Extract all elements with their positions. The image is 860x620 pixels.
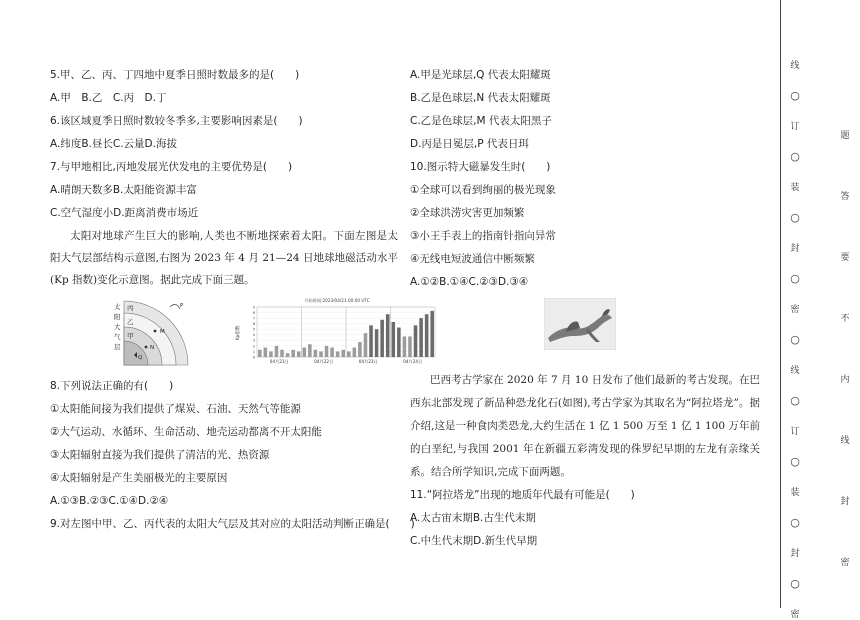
binding-circle: ○ xyxy=(790,454,800,468)
binding-circle: ○ xyxy=(790,149,800,163)
binding-circle: ○ xyxy=(790,576,800,590)
dinosaur-paragraph xyxy=(410,369,760,484)
diagram-vertical-char: 气 xyxy=(114,333,121,341)
chart-ytick-label: 6 xyxy=(252,322,255,327)
kp-bar xyxy=(297,351,301,357)
warning-mark-char: 答 xyxy=(840,192,850,202)
chart-ytick-label: 0 xyxy=(252,355,255,360)
kp-bar xyxy=(280,350,284,357)
binding-mark-char: 订 xyxy=(790,427,800,437)
question-10-item-3: ③小王手表上的指南针指向异常 xyxy=(410,230,556,242)
chart-ytick-label: 1 xyxy=(252,349,255,354)
marker-p: P xyxy=(180,303,184,309)
binding-line xyxy=(780,0,781,608)
diagram-vertical-char: 大 xyxy=(114,323,121,331)
question-11-options-cd: C.中生代末期D.新生代早期 xyxy=(410,535,538,547)
question-9-option-a: A.甲是光球层,Q 代表太阳耀斑 xyxy=(410,69,551,81)
question-11-options-ab: A.太古宙末期B.古生代末期 xyxy=(410,512,536,524)
kp-bar xyxy=(380,320,384,357)
kp-bar xyxy=(358,342,362,357)
kp-bar xyxy=(269,351,273,357)
binding-mark-char: 封 xyxy=(790,244,800,254)
warning-mark-char: 不 xyxy=(840,314,850,324)
binding-circle: ○ xyxy=(790,88,800,102)
question-7-options-ab: A.晴朗天数多B.太阳能资源丰富 xyxy=(50,184,197,196)
chart-ytick-label: 4 xyxy=(252,333,255,338)
layer-label-jia: 甲 xyxy=(127,332,134,340)
warning-mark-char: 密 xyxy=(840,558,850,568)
binding-circle: ○ xyxy=(790,210,800,224)
question-9-option-b: B.乙是色球层,N 代表太阳耀斑 xyxy=(410,92,551,104)
sun-intro-text: 太阳对地球产生巨大的影响,人类也不断地探索着太阳。下面左图是太阳大气层部结构示意图,右图为 2023 年 4 月 21—24 日地球地磁活动水平(Kp 指数)变化示意图。 xyxy=(50,230,398,286)
chart-ylabel: Kp指数 xyxy=(236,325,241,341)
question-6: 6.该区域夏季日照时数较冬季多,主要影响因素是( ) xyxy=(50,115,303,127)
kp-bar xyxy=(353,348,357,357)
binding-mark-char: 密 xyxy=(790,305,800,315)
dinosaur-fossil-photo xyxy=(544,298,616,350)
kp-bar xyxy=(291,350,295,357)
binding-mark-char: 订 xyxy=(790,122,800,132)
question-10: 10.图示特大磁暴发生时( ) xyxy=(410,161,551,173)
layer-label-yi: 乙 xyxy=(127,318,134,326)
kp-bar xyxy=(392,322,396,357)
question-10-item-4: ④无线电短波通信中断频繁 xyxy=(410,253,535,265)
warning-mark-char: 内 xyxy=(840,375,850,385)
kp-bar xyxy=(341,350,345,357)
kp-bar xyxy=(364,333,368,357)
question-8: 8.下列说法正确的有( ) xyxy=(50,380,174,392)
question-8-item-4: ④太阳辐射是产生美丽极光的主要原因 xyxy=(50,472,228,484)
question-9-option-d: D.丙是日冕层,P 代表日珥 xyxy=(410,138,529,150)
chart-ytick-label: 3 xyxy=(252,338,255,343)
chart-ytick-label: 7 xyxy=(252,316,255,321)
diagram-vertical-char: 太 xyxy=(114,303,121,311)
question-7: 7.与甲地相比,丙地发展光伏发电的主要优势是( ) xyxy=(50,161,293,173)
kp-bar xyxy=(319,351,323,357)
chart-xtick-label: 04月24日 xyxy=(403,359,423,364)
dinosaur-text: 巴西考古学家在 2020 年 7 月 10 日发布了他们最新的考古发现。在巴西东北部发现了新品种恐龙化石(如图),考古学家为其取名为“阿拉塔龙”。据介绍,这是一种食肉类恐龙,大约生活在 1 亿 1 500 万至 1 亿 1 100 万年前的白垩纪,与我国 2001 年在新疆五彩湾发现的侏罗纪早期的左龙有亲缘关系。 xyxy=(410,374,760,478)
binding-marks-left xyxy=(786,0,816,620)
kp-bar xyxy=(314,350,318,357)
kp-bar xyxy=(308,344,312,357)
binding-mark-char: 装 xyxy=(790,183,800,193)
kp-bar xyxy=(303,348,307,357)
binding-circle: ○ xyxy=(790,271,800,285)
chart-ytick-label: 9 xyxy=(252,305,255,310)
chart-xtick-label: 04月21日 xyxy=(269,359,289,364)
kp-bar xyxy=(275,346,279,357)
binding-marks-right xyxy=(836,0,856,608)
chart-ytick-label: 8 xyxy=(252,310,255,315)
question-7-options-cd: C.空气湿度小D.距离消费市场近 xyxy=(50,207,199,219)
question-8-options: A.①③B.②③C.①④D.②④ xyxy=(50,495,169,507)
question-8-item-1: ①太阳能间接为我们提供了煤炭、石油、天然气等能源 xyxy=(50,403,301,415)
diagram-vertical-char: 阳 xyxy=(114,313,121,321)
binding-circle: ○ xyxy=(790,332,800,346)
dinosaur-instruction: 结合所学知识,完成下面两题。 xyxy=(431,466,571,478)
question-10-options: A.①②B.①④C.②③D.③④ xyxy=(410,276,529,288)
binding-mark-char: 装 xyxy=(790,488,800,498)
solar-atmosphere-diagram xyxy=(110,297,230,369)
question-10-item-2: ②全球洪涝灾害更加频繁 xyxy=(410,207,525,219)
kp-bar xyxy=(264,348,268,357)
binding-mark-char: 线 xyxy=(790,61,800,71)
binding-mark-char: 密 xyxy=(790,610,800,620)
left-column xyxy=(50,64,423,536)
chart-ytick-label: 5 xyxy=(252,327,255,332)
kp-bar xyxy=(325,346,329,357)
binding-circle: ○ xyxy=(790,515,800,529)
layer-label-bing: 丙 xyxy=(127,304,134,312)
question-11: 11.“阿拉塔龙”出现的地质年代最有可能是( ) xyxy=(410,489,635,501)
warning-mark-char: 要 xyxy=(840,253,850,263)
question-5: 5.甲、乙、丙、丁四地中夏季日照时数最多的是( ) xyxy=(50,69,300,81)
kp-bar xyxy=(369,325,373,357)
question-8-item-2: ②大气运动、水循环、生命活动、地壳运动都离不开太阳能 xyxy=(50,426,322,438)
warning-mark-char: 题 xyxy=(840,131,850,141)
chart-xtick-label: 04月23日 xyxy=(358,359,378,364)
kp-bar xyxy=(397,328,401,357)
binding-mark-char: 线 xyxy=(790,366,800,376)
chart-ytick-label: 2 xyxy=(252,344,255,349)
question-5-options: A.甲 B.乙 C.丙 D.丁 xyxy=(50,92,167,104)
kp-bar xyxy=(258,350,262,357)
right-column xyxy=(410,64,760,553)
sun-intro-instruction: 据此完成下面三题。 xyxy=(160,274,255,286)
question-9-option-c: C.乙是色球层,M 代表太阳黑子 xyxy=(410,115,552,127)
warning-mark-char: 封 xyxy=(840,497,850,507)
diagram-vertical-label xyxy=(114,302,121,351)
marker-n: N xyxy=(150,345,155,351)
marker-q: Q xyxy=(138,355,143,361)
binding-circle: ○ xyxy=(790,393,800,407)
chart-xtick-label: 04月22日 xyxy=(314,359,334,364)
figure-row xyxy=(110,297,423,371)
kp-bar xyxy=(347,351,351,357)
kp-bar xyxy=(330,348,334,357)
question-10-item-1: ①全球可以看到绚丽的极光现象 xyxy=(410,184,556,196)
chart-title: 开始时间:2023/04/21 00:00 UTC xyxy=(304,298,370,303)
warning-mark-char: 线 xyxy=(840,436,850,446)
diagram-vertical-char: 层 xyxy=(114,343,121,351)
kp-bar xyxy=(386,314,390,357)
kp-bar xyxy=(375,329,379,357)
kp-bar xyxy=(336,351,340,357)
marker-m: M xyxy=(160,329,165,335)
kp-bar xyxy=(286,353,290,357)
binding-mark-char: 封 xyxy=(790,549,800,559)
question-8-item-3: ③太阳辐射直接为我们提供了清洁的光、热资源 xyxy=(50,449,270,461)
question-6-options: A.纬度B.昼长C.云量D.海拔 xyxy=(50,138,177,150)
question-9: 9.对左图中甲、乙、丙代表的太阳大气层及其对应的太阳活动判断正确是( ) xyxy=(50,518,415,530)
sun-intro-paragraph xyxy=(50,225,398,291)
kp-bar xyxy=(403,336,407,357)
